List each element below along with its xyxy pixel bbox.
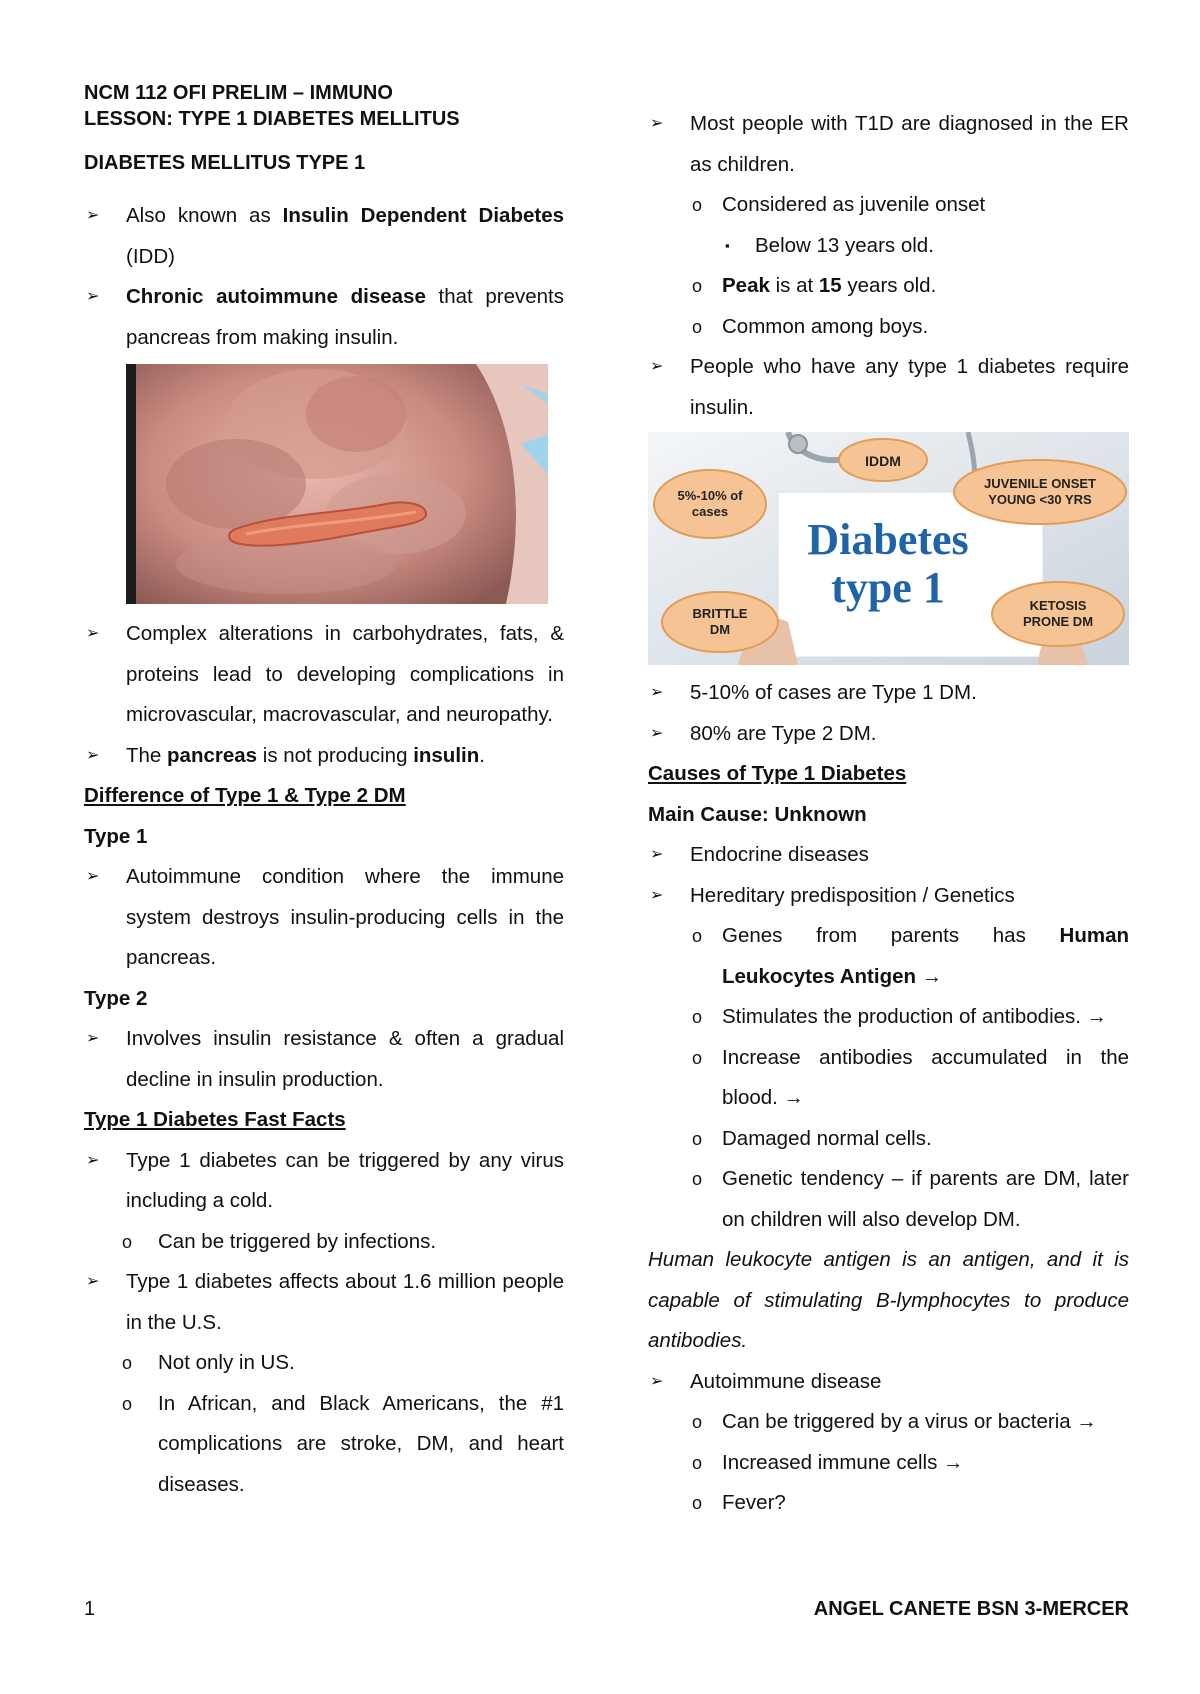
arrow-bullet-icon: ➢ bbox=[86, 746, 100, 764]
sub-list-item: o Can be triggered by infections. bbox=[84, 1222, 564, 1263]
circle-bullet-icon: o bbox=[692, 1412, 703, 1432]
causes-heading: Causes of Type 1 Diabetes bbox=[648, 762, 907, 785]
list-item: ➢ Autoimmune disease bbox=[648, 1362, 1129, 1403]
list-item: ➢ Autoimmune condition where the immune system destroys insulin-producing cells in the pancreas. bbox=[84, 857, 564, 979]
bubble-brittle-line1: BRITTLE bbox=[692, 606, 748, 621]
sub-list-item: o Considered as juvenile onset bbox=[648, 185, 1129, 226]
list-item: ➢ 80% are Type 2 DM. bbox=[648, 714, 1129, 755]
bubble-ketosis-line1: KETOSIS bbox=[1029, 598, 1087, 613]
list-item: ➢ 5-10% of cases are Type 1 DM. bbox=[648, 673, 1129, 714]
sub-list-item: o Genes from parents has Human Leukocytes Antigen → bbox=[648, 916, 1129, 997]
arrow-bullet-icon: ➢ bbox=[86, 207, 100, 224]
main-cause-label: Main Cause: Unknown bbox=[648, 802, 867, 826]
arrow-bullet-icon: ➢ bbox=[650, 1372, 664, 1390]
sub-list-item: o Common among boys. bbox=[648, 307, 1129, 348]
arrow-bullet-icon: ➢ bbox=[86, 868, 100, 885]
list-item: ➢ Type 1 diabetes affects about 1.6 million people in the U.S. bbox=[84, 1262, 564, 1343]
diabetes-infographic-image bbox=[648, 432, 1129, 665]
difference-heading: Difference of Type 1 & Type 2 DM bbox=[84, 784, 406, 807]
hla-note: Human leukocyte antigen is an antigen, and it is capable of stimulating B-lymphocytes to produce antibodies. bbox=[648, 1248, 1129, 1352]
circle-bullet-icon: o bbox=[692, 316, 703, 337]
list-item: ➢ Chronic autoimmune disease that prevents pancreas from making insulin. bbox=[84, 277, 564, 358]
arrow-bullet-icon: ➢ bbox=[86, 1273, 100, 1290]
bubble-cases-line1: 5%-10% of bbox=[677, 488, 743, 503]
arrow-bullet-icon: ➢ bbox=[650, 886, 664, 904]
list-item: ➢ Type 1 diabetes can be triggered by any virus including a cold. bbox=[84, 1141, 564, 1222]
arrow-bullet-icon: ➢ bbox=[86, 1151, 100, 1169]
circle-bullet-icon: o bbox=[692, 1047, 703, 1068]
diabetes-type1-infographic bbox=[648, 432, 1129, 665]
lesson-title: LESSON: TYPE 1 DIABETES MELLITUS bbox=[84, 108, 460, 130]
bubble-brittle-line2: DM bbox=[709, 622, 731, 637]
arrow-bullet-icon: ➢ bbox=[650, 724, 664, 742]
circle-bullet-icon: o bbox=[692, 1007, 703, 1027]
course-title: NCM 112 OFI PRELIM – IMMUNO bbox=[84, 82, 393, 104]
sub-list-item: o Increased immune cells → bbox=[648, 1443, 1129, 1484]
square-bullet-icon: ▪ bbox=[725, 237, 730, 253]
arrow-bullet-icon: ➢ bbox=[650, 684, 664, 701]
arrow-bullet-icon: ➢ bbox=[650, 358, 664, 375]
sub-list-item: o Damaged normal cells. bbox=[648, 1119, 1129, 1160]
list-item: ➢ Complex alterations in carbohydrates, fats, & proteins lead to developing complications in microvascular, macrovascular, and neuropathy. bbox=[84, 614, 564, 736]
sub-list-item: o Peak is at 15 years old. bbox=[648, 266, 1129, 307]
arrow-bullet-icon: ➢ bbox=[86, 625, 100, 642]
bubble-cases-line2: cases bbox=[691, 504, 729, 519]
circle-bullet-icon: o bbox=[692, 195, 703, 215]
list-item: ➢ Most people with T1D are diagnosed in the ER as children. bbox=[648, 104, 1129, 185]
infographic-title-line1: Diabetes bbox=[807, 515, 969, 564]
arrow-bullet-icon: ➢ bbox=[86, 288, 100, 305]
sub-list-item: o In African, and Black Americans, the #1 complications are stroke, DM, and heart diseases. bbox=[84, 1384, 564, 1506]
sub-sub-list-item: ▪ Below 13 years old. bbox=[648, 226, 1129, 267]
sub-list-item: o Genetic tendency – if parents are DM, later on children will also develop DM. bbox=[648, 1159, 1129, 1240]
sub-list-item: o Can be triggered by a virus or bacteria → bbox=[648, 1402, 1129, 1443]
circle-bullet-icon: o bbox=[692, 926, 703, 946]
sub-list-item: o Fever? bbox=[648, 1483, 1129, 1524]
list-item: ➢ Endocrine diseases bbox=[648, 835, 1129, 876]
page-number: 1 bbox=[84, 1598, 96, 1620]
list-item: ➢ The pancreas is not producing insulin. bbox=[84, 736, 564, 777]
list-item: ➢ Also known as Insulin Dependent Diabetes (IDD) bbox=[84, 196, 564, 277]
fast-facts-heading: Type 1 Diabetes Fast Facts bbox=[84, 1108, 346, 1131]
type2-label: Type 2 bbox=[84, 986, 148, 1010]
list-item: ➢ Hereditary predisposition / Genetics bbox=[648, 876, 1129, 917]
left-column bbox=[84, 80, 564, 1505]
section-title: DIABETES MELLITUS TYPE 1 bbox=[84, 152, 366, 174]
sub-list-item: o Increase antibodies accumulated in the blood. → bbox=[648, 1038, 1129, 1119]
pancreas-anatomy-image bbox=[126, 364, 548, 604]
circle-bullet-icon: o bbox=[122, 1393, 133, 1414]
circle-bullet-icon: o bbox=[692, 1493, 703, 1513]
circle-bullet-icon: o bbox=[122, 1231, 133, 1252]
circle-bullet-icon: o bbox=[692, 276, 703, 296]
sub-list-item: o Not only in US. bbox=[84, 1343, 564, 1384]
circle-bullet-icon: o bbox=[692, 1128, 703, 1149]
circle-bullet-icon: o bbox=[692, 1452, 703, 1473]
list-item: ➢ People who have any type 1 diabetes require insulin. bbox=[648, 347, 1129, 428]
author-footer: ANGEL CANETE BSN 3-MERCER bbox=[813, 1598, 1129, 1620]
bubble-juvenile-line1: JUVENILE ONSET bbox=[984, 476, 1096, 491]
arrow-bullet-icon: ➢ bbox=[650, 115, 664, 132]
infographic-title-line2: type 1 bbox=[831, 563, 945, 612]
arrow-bullet-icon: ➢ bbox=[86, 1030, 100, 1047]
list-item: ➢ Involves insulin resistance & often a gradual decline in insulin production. bbox=[84, 1019, 564, 1100]
type1-label: Type 1 bbox=[84, 824, 148, 848]
sub-list-item: o Stimulates the production of antibodies. → bbox=[648, 997, 1129, 1038]
circle-bullet-icon: o bbox=[692, 1169, 703, 1189]
bubble-iddm: IDDM bbox=[865, 453, 901, 469]
right-column bbox=[648, 104, 1129, 1524]
circle-bullet-icon: o bbox=[122, 1353, 133, 1373]
bubble-juvenile-line2: YOUNG <30 YRS bbox=[988, 492, 1092, 507]
bubble-ketosis-line2: PRONE DM bbox=[1022, 614, 1094, 629]
arrow-bullet-icon: ➢ bbox=[650, 846, 664, 863]
pancreas-illustration bbox=[126, 364, 548, 604]
